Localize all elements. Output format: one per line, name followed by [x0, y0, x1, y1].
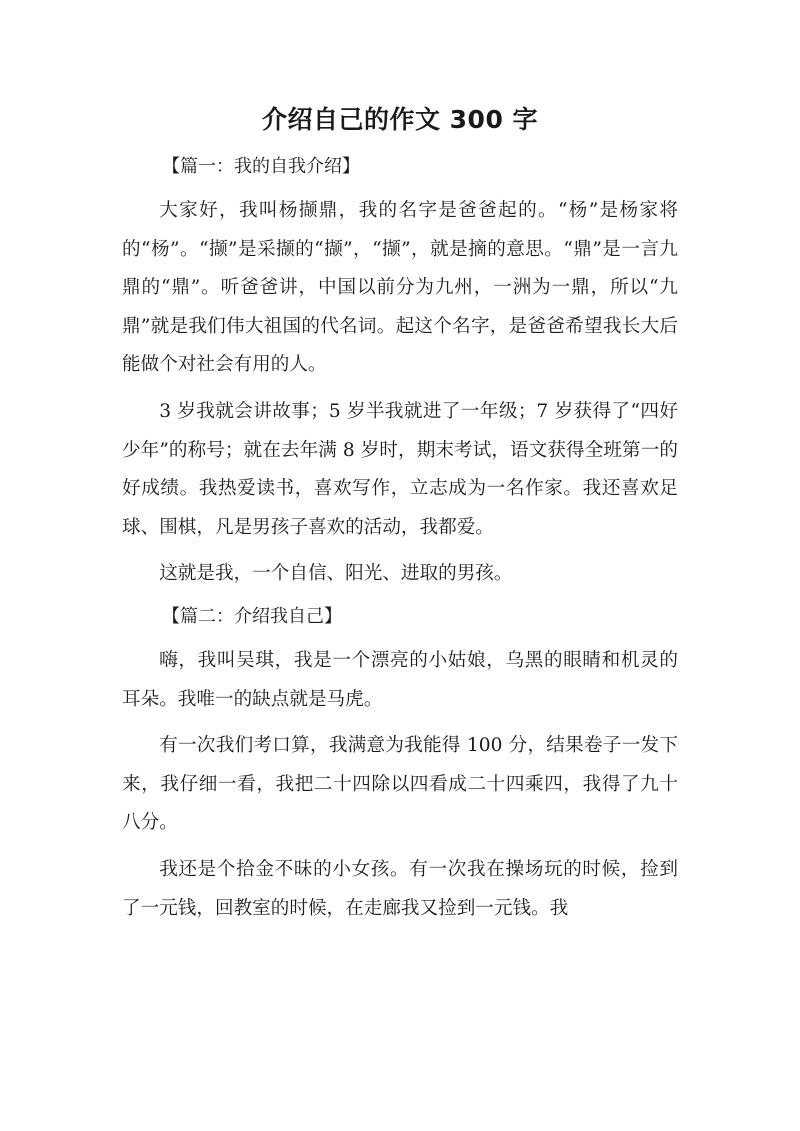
section-heading: 【篇二：介绍我自己】: [162, 605, 342, 627]
paragraph: 有一次我们考口算，我满意为我能得 100 分，结果卷子一发下来，我仔细一看，我把二十四除以四看成二十四乘四，我得了九十八分。: [122, 735, 678, 834]
paragraph: 这就是我，一个自信、阳光、进取的男孩。: [159, 563, 513, 585]
section-2: [122, 602, 678, 928]
section-heading: 【篇一：我的自我介绍】: [162, 156, 360, 177]
section-1: [122, 152, 678, 594]
paragraph: 大家好，我叫杨撷鼎，我的名字是爸爸起的。“杨”是杨家将的“杨”。“撷”是采撷的“撷”，“撷”，就是摘的意思。“鼎”是一言九鼎的“鼎”。听爸爸讲，中国以前分为九州，一洲为一鼎，所以“九鼎”就是我们伟大祖国的代名词。起这个名字，是爸爸希望我长大后能做个对社会有用的人。: [122, 200, 678, 376]
document-title: 介绍自己的作文 300 字: [261, 105, 539, 134]
document-page: [122, 100, 678, 936]
paragraph: 嗨，我叫吴琪，我是一个漂亮的小姑娘，乌黑的眼睛和机灵的耳朵。我唯一的缺点就是马虎。: [122, 649, 678, 710]
paragraph: 3 岁我就会讲故事；5 岁半我就进了一年级；7 岁获得了“四好少年”的称号；就在去年满 8 岁时，期末考试，语文获得全班第一的好成绩。我热爱读书，喜欢写作，立志成为一名作家。我还喜欢足球、围棋，凡是男孩子喜欢的活动，我都爱。: [122, 400, 678, 538]
paragraph: 我还是个拾金不昧的小女孩。有一次我在操场玩的时候，捡到了一元钱，回教室的时候，在走廊我又捡到一元钱。我: [122, 858, 678, 919]
